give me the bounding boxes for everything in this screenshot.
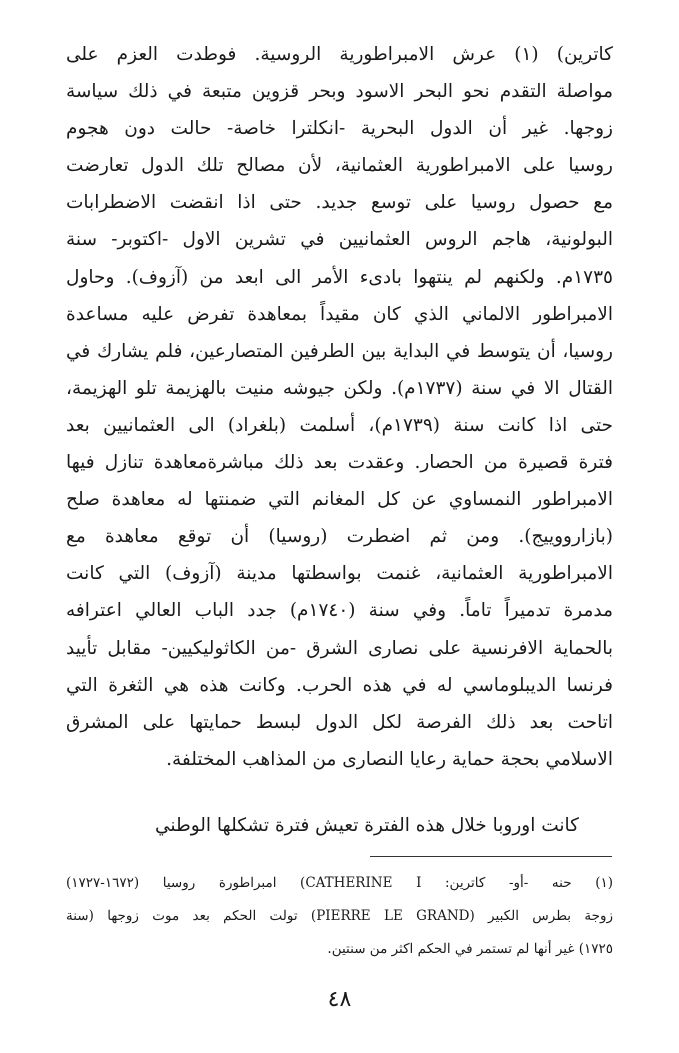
body-line: بالحماية الافرنسية على نصارى الشرق -من الكاثوليكيين- مقابل تأييد [66,637,613,659]
body-line: فترة قصيرة من الحصار. وعقدت بعد ذلك مباشرةمعاهدة تنازل فيها [66,452,613,474]
body-line: روسيا، أن يتوسط في البداية بين الطرفين المتصارعين، فلم يشارك في [66,340,613,362]
footnote-line: زوجة بطرس الكبير (PIERRE LE GRAND) تولت الحكم بعد موت زوجها (سنة [66,908,613,924]
body-line: الامبراطور النمساوي عن كل المغانم التي ضمنتها له معاهدة صلح [66,489,613,511]
body-line: الامبراطور الالماني الذي كان مقيداً بمعاهدة تفرض عليه مساعدة [66,303,613,325]
body-line: ١٧٣٥م. ولكنهم لم ينتهوا بادىء الأمر الى ابعد من (آزوف). وحاول [66,266,613,288]
body-line: الاسلامي بحجة حماية رعايا النصارى من المذاهب المختلفة. [166,748,613,770]
footnote-line: (١) حنه -أو- كاترين: CATHERINE I) امبراطورة روسيا (١٦٧٢-١٧٢٧) [66,875,613,891]
footnote-line: ١٧٢٥) غير أنها لم تستمر في الحكم اكثر من سنتين. [327,941,613,957]
page-number: ٤٨ [327,987,352,1012]
body-line: فرنسا الديبلوماسي له في هذه الحرب. وكانت هذه هي الثغرة التي [66,674,613,696]
body-line: البولونية، هاجم الروس العثمانيين في تشرين الاول -اكتوبر- سنة [66,229,613,251]
body-line: زوجها. غير أن الدول البحرية -انكلترا خاصة- حالت دون هجوم [66,118,613,140]
body-line: مواصلة التقدم نحو البحر الاسود وبحر قزوين متبعة في ذلك سياسة [66,81,613,103]
body-line: القتال الا في سنة (١٧٣٧م). ولكن جيوشه منيت بالهزيمة تلو الهزيمة، [66,377,613,399]
footnote [66,867,613,966]
body-line: (بازارووييج). ومن ثم اضطرت (روسيا) أن توقع معاهدة مع [66,526,613,548]
main-paragraph [66,36,613,778]
body-line: الامبراطورية العثمانية، غنمت بواسطتها مدينة (آزوف) التي كانت [66,563,613,585]
next-paragraph-start: كانت اوروبا خلال هذه الفترة تعيش فترة تشكلها الوطني [154,815,579,836]
body-line: روسيا على الامبراطورية العثمانية، لأن مصالح تلك الدول تعارضت [66,155,613,177]
body-line: كاترين) (١) عرش الامبراطورية الروسية. فوطدت العزم على [66,44,613,65]
body-line: مع حصول روسيا على توسع جديد. حتى اذا انقضت الاضطرابات [66,192,613,214]
body-line: اتاحت بعد ذلك الفرصة لكل الدول لبسط حمايتها على المشرق [66,711,613,733]
footnote-separator [370,856,612,857]
body-line: حتى اذا كانت سنة (١٧٣٩م)، أسلمت (بلغراد) الى العثمانيين بعد [66,414,613,436]
body-line: مدمرة تدميراً تاماً. وفي سنة (١٧٤٠م) جدد الباب العالي اعترافه [66,600,613,622]
